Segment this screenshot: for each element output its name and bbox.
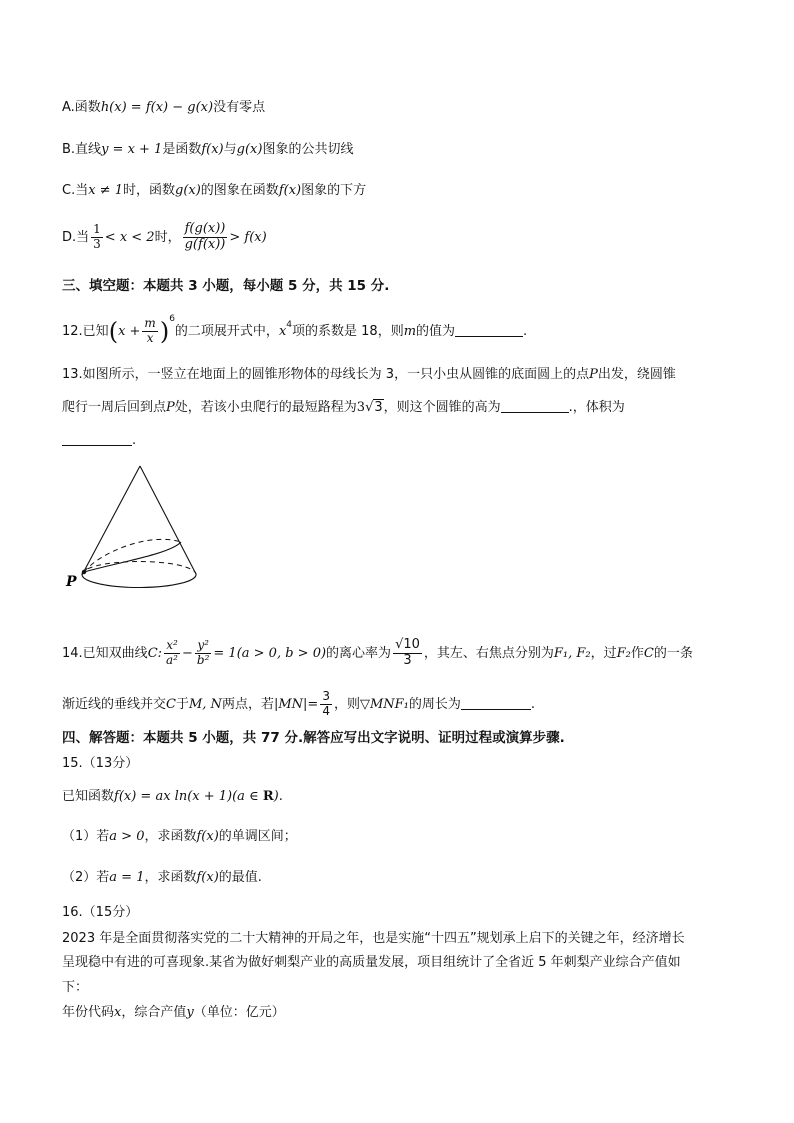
q12-mid1: 的二项展开式中， bbox=[174, 324, 279, 339]
q16-line-4 bbox=[62, 1006, 285, 1019]
option-d-frac-den: 3 bbox=[93, 236, 101, 251]
q15-stem-close: ) bbox=[273, 789, 279, 804]
q13-line2-d: .，体积为 bbox=[568, 400, 625, 415]
section-3-title: 三、填空题：本题共 3 小题，每小题 5 分，共 15 分. bbox=[62, 278, 390, 294]
q14-mn: M, N bbox=[188, 696, 222, 712]
q14-ecc-fraction bbox=[393, 638, 422, 669]
option-c-suffix: 图象的下方 bbox=[301, 183, 367, 198]
q16-l4-x: x bbox=[114, 1005, 122, 1020]
q14-ecc-num: √10 bbox=[395, 637, 420, 652]
q14-f1-den: a² bbox=[166, 652, 178, 667]
option-c-mid1: 时，函数 bbox=[122, 183, 175, 198]
q14-prefix: 14.已知双曲线 bbox=[62, 645, 148, 661]
q12-frac-den: x bbox=[146, 331, 154, 345]
point-p-marker bbox=[82, 570, 86, 574]
option-b-mid1: 是函数 bbox=[162, 142, 202, 157]
q13-line3-end: . bbox=[132, 433, 137, 448]
q14-frac-y bbox=[195, 639, 212, 668]
q14-mn-fraction bbox=[320, 690, 332, 719]
question-13-line-3 bbox=[62, 434, 136, 447]
q14-end1: 的一条 bbox=[653, 645, 693, 661]
q13-volume-blank bbox=[62, 445, 132, 446]
q15-p2-b: ，求函数 bbox=[144, 870, 197, 885]
option-d-big-num: f(g(x)) bbox=[184, 221, 226, 236]
q16-line-2: 呈现稳中有进的可喜现象.某省为做好刺梨产业的高质量发展，项目组统计了全省近 5 年刺梨产业综合产值如 bbox=[62, 955, 681, 970]
q15-part-2 bbox=[62, 871, 262, 884]
option-c-mid2: 的图象在函数 bbox=[200, 183, 279, 198]
q14-abs: |MN| bbox=[273, 696, 308, 712]
q13-point-p-2: P bbox=[166, 400, 175, 415]
q14-f2: F₂ bbox=[616, 645, 631, 661]
q13-coef: 3 bbox=[356, 400, 366, 415]
q15-p1-c: 的单调区间； bbox=[218, 829, 297, 844]
option-d-rhs: > f(x) bbox=[229, 229, 267, 245]
option-d-big-den: g(f(x)) bbox=[184, 236, 226, 252]
q14-f2-num: y² bbox=[195, 639, 212, 654]
q15-p1-a: （1）若 bbox=[62, 829, 110, 844]
q16-header: 16.（15分） bbox=[62, 905, 139, 920]
q15-p2-cond: a = 1 bbox=[109, 870, 145, 885]
option-d-ineq: < x < 2 bbox=[104, 229, 155, 245]
option-a-prefix: A.函数 bbox=[62, 100, 101, 115]
option-d-mid: 时， bbox=[154, 229, 181, 245]
q12-frac-num: m bbox=[144, 316, 156, 331]
option-b-mid2: 与 bbox=[223, 142, 237, 157]
q15-p1-b: ，求函数 bbox=[144, 829, 197, 844]
q15-stem-expr: f(x) = ax ln(x + 1)(a ∈ bbox=[114, 789, 263, 804]
q12-end: . bbox=[523, 324, 528, 339]
option-a-expr: h(x) = f(x) − g(x) bbox=[100, 100, 214, 115]
q14-line2-c: C bbox=[166, 696, 176, 712]
q14-line2-d: 两点，若 bbox=[221, 696, 274, 712]
option-d-prefix: D.当 bbox=[62, 229, 90, 245]
question-12 bbox=[62, 315, 527, 346]
option-b-line-expr: y = x + 1 bbox=[101, 142, 163, 157]
point-p-label: P bbox=[66, 574, 77, 590]
question-13-line-1 bbox=[62, 368, 676, 381]
q16-l4-a: 年份代码 bbox=[62, 1005, 115, 1020]
q14-line2-b: 于 bbox=[175, 696, 189, 712]
option-b bbox=[62, 143, 353, 156]
cone-right-generatrix bbox=[140, 466, 196, 574]
q12-right-paren: ) bbox=[159, 317, 170, 346]
option-a bbox=[62, 101, 265, 114]
q14-minus: − bbox=[182, 645, 193, 661]
option-d-fraction bbox=[91, 223, 103, 252]
q16-l4-b: ，综合产值 bbox=[121, 1005, 187, 1020]
q14-eq2: = bbox=[307, 696, 319, 712]
q14-line2-a: 渐近线的垂线并交 bbox=[62, 696, 167, 712]
q14-line2-e: ，则 bbox=[333, 696, 360, 712]
q12-fraction bbox=[142, 317, 157, 346]
q13-line1: 13.如图所示，一竖立在地面上的圆锥形物体的母线长为 3，一只小虫从圆锥的底面圆上的点 bbox=[62, 367, 590, 382]
q14-mid3: ，过 bbox=[590, 645, 617, 661]
option-b-suffix: 图象的公共切线 bbox=[262, 142, 354, 157]
option-d-big-fraction bbox=[183, 222, 228, 253]
option-b-prefix: B.直线 bbox=[62, 142, 102, 157]
q15-header: 15.（13分） bbox=[62, 756, 139, 771]
q16-line-1: 2023 年是全面贯彻落实党的二十大精神的开局之年，也是实施“十四五”规划承上启下的关键之年，经济增长 bbox=[62, 931, 685, 946]
option-c-cond: x ≠ 1 bbox=[88, 183, 123, 198]
bug-path-front bbox=[84, 542, 181, 572]
q12-var: m bbox=[403, 324, 417, 339]
section-4-title: 四、解答题：本题共 5 小题，共 77 分.解答应写出文字说明、证明过程或演算步骤. bbox=[62, 730, 565, 746]
q15-stem-a: 已知函数 bbox=[62, 789, 115, 804]
option-a-suffix: 没有零点 bbox=[213, 100, 266, 115]
q14-f2-den: b² bbox=[196, 652, 210, 667]
q15-part-1 bbox=[62, 830, 297, 843]
q14-triangle: ▽MNF₁ bbox=[359, 696, 409, 712]
q14-answer-blank bbox=[461, 709, 531, 710]
q14-line2-f: 的周长为 bbox=[408, 696, 461, 712]
q15-stem-r: R bbox=[262, 789, 274, 804]
q14-frac-num: 3 bbox=[322, 689, 330, 703]
q13-point-p: P bbox=[589, 367, 598, 382]
q15-stem bbox=[62, 790, 283, 803]
q15-p2-c: 的最值. bbox=[218, 870, 262, 885]
q14-colon: : bbox=[157, 645, 163, 661]
q12-left-paren: ( bbox=[108, 317, 119, 346]
q16-l4-c: （单位：亿元） bbox=[193, 1005, 285, 1020]
question-13-line-2 bbox=[62, 401, 625, 414]
question-14-line-1 bbox=[62, 638, 693, 669]
q14-f1-num: x² bbox=[164, 639, 180, 654]
question-14-line-2 bbox=[62, 690, 535, 719]
q12-answer-blank bbox=[455, 336, 523, 337]
q12-power: 6 bbox=[169, 314, 175, 324]
q14-end: . bbox=[530, 696, 536, 712]
q14-ecc-den: 3 bbox=[403, 652, 412, 668]
option-c-g: g(x) bbox=[175, 183, 201, 198]
q16-l4-y: y bbox=[186, 1005, 194, 1020]
q13-line2-a: 爬行一周后回到点 bbox=[62, 400, 167, 415]
q14-frac-x bbox=[164, 639, 180, 668]
q12-mid2: 项的系数是 18，则 bbox=[292, 324, 404, 339]
q14-mid2: ，其左、右焦点分别为 bbox=[423, 645, 554, 661]
q12-expr-x: x + bbox=[118, 324, 141, 339]
option-b-g: g(x) bbox=[236, 142, 263, 157]
q12-suffix: 的值为 bbox=[416, 324, 456, 339]
q12-prefix: 12.已知 bbox=[62, 324, 109, 339]
q15-p1-f: f(x) bbox=[196, 829, 219, 844]
q15-p2-a: （2）若 bbox=[62, 870, 110, 885]
q12-term-power: 4 bbox=[286, 320, 293, 330]
q16-line-3: 下： bbox=[62, 980, 89, 995]
q14-foci: F₁, F₂ bbox=[553, 645, 591, 661]
option-b-f: f(x) bbox=[201, 142, 224, 157]
cone-left-generatrix bbox=[82, 466, 140, 575]
q13-root: 3 bbox=[374, 400, 383, 415]
q14-c: C bbox=[643, 645, 654, 661]
q15-p2-f: f(x) bbox=[196, 870, 219, 885]
option-d bbox=[62, 222, 267, 253]
option-d-frac-num: 1 bbox=[93, 222, 101, 237]
q14-mid4: 作 bbox=[630, 645, 644, 661]
q14-frac-den: 4 bbox=[322, 703, 330, 718]
option-c-prefix: C.当 bbox=[62, 183, 89, 198]
q13-line1-end: 出发，绕圆锥 bbox=[597, 367, 676, 382]
q13-line2-b: 处，若该小虫爬行的最短路程为 bbox=[174, 400, 357, 415]
option-c bbox=[62, 184, 366, 197]
q13-height-blank bbox=[501, 412, 569, 413]
q14-mid1: 的离心率为 bbox=[326, 645, 392, 661]
q14-eq: = 1(a > 0, b > 0) bbox=[213, 645, 327, 661]
q13-line2-c: ，则这个圆锥的高为 bbox=[383, 400, 501, 415]
cone-base-front-arc bbox=[82, 574, 196, 588]
cone-figure bbox=[60, 462, 200, 597]
option-c-f: f(x) bbox=[278, 183, 302, 198]
q13-sqrt-sign: √ bbox=[365, 400, 374, 415]
q15-stem-end: . bbox=[278, 789, 283, 804]
q15-p1-cond: a > 0 bbox=[109, 829, 145, 844]
q14-curve: C bbox=[147, 645, 158, 661]
q12-term: x bbox=[278, 324, 287, 339]
